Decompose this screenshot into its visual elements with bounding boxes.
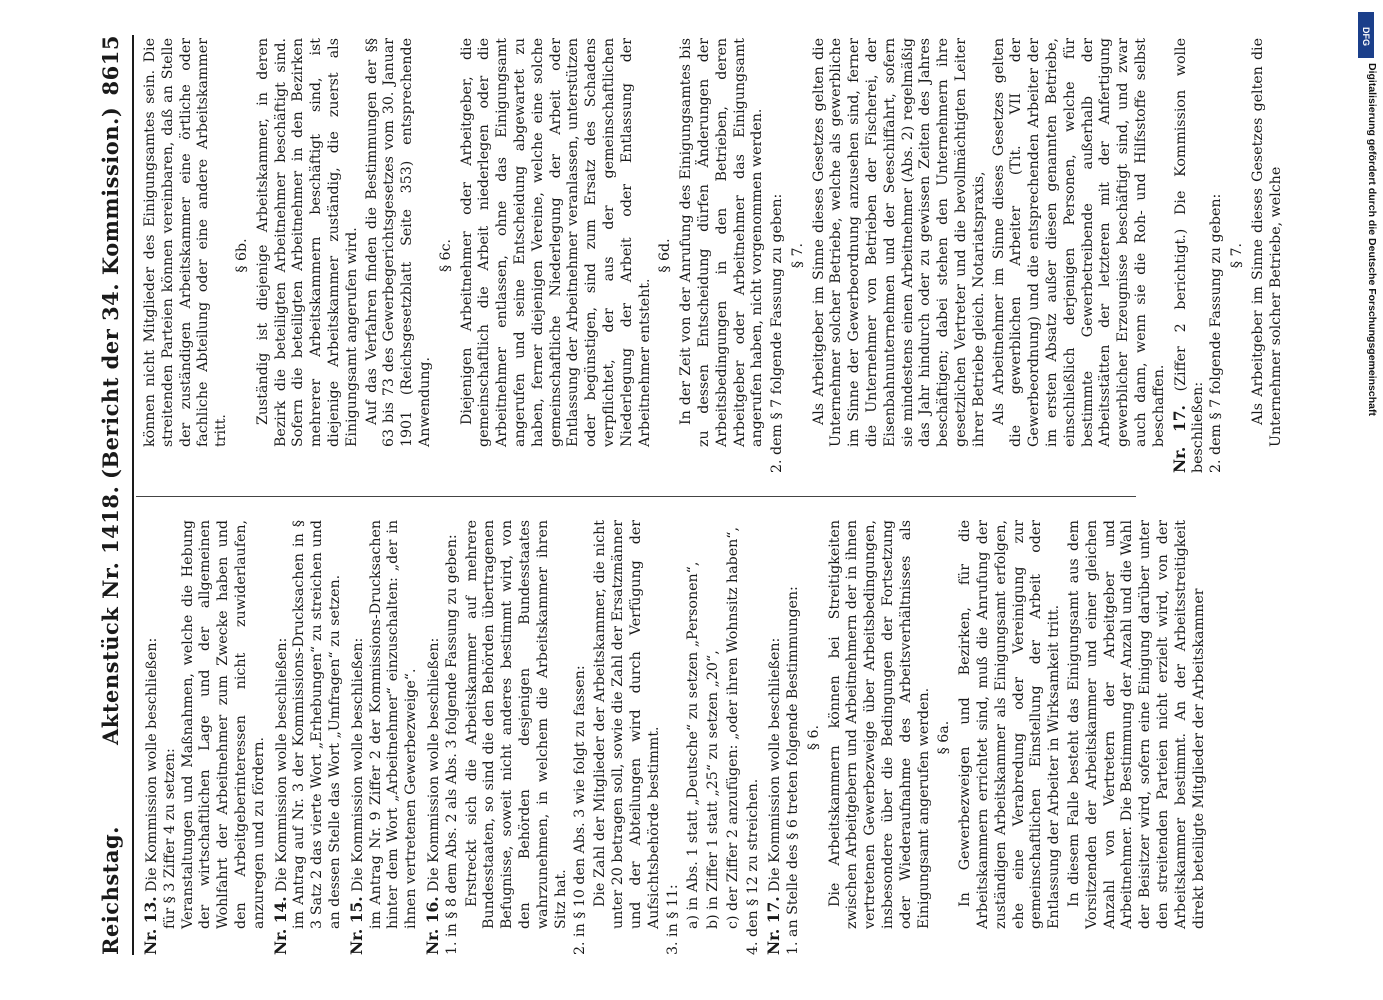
list-item: 1. in § 8 dem Abs. 2 als Abs. 3 folgende Fassung zu geben:: [443, 534, 460, 955]
section-text: Zuständig ist diejenige Arbeitskammer, in deren Bezirk die beteiligten Arbeitnehmer beschäftigt sind. Sofern die beteiligten Arbeitnehmer in den Bezirken mehrerer Arbeitskammern beschäftigt sind, ist diejenige Arbeitskammer zuständig, die zuerst als Einigungsamt angerufen wird.: [254, 38, 360, 447]
section-text: In der Zeit von der Anrufung des Einigungsamtes bis zu dessen Entscheidung dürfen Änderungen der Arbeitsbedingungen in den Betrieben, deren Arbeitgeber oder Arbeitnehmer das Einigungsamt angerufen haben, nicht vorgenommen werden.: [678, 38, 766, 447]
entry-intro: Die Kommission wolle beschließen:: [767, 637, 784, 892]
section-heading: § 6.: [805, 724, 822, 751]
section-heading: § 6b.: [233, 238, 250, 273]
entry-block: Erstreckt sich die Arbeitskammer auf mehrere Bundesstaaten, so sind die den Behörden übertragenen Befugnisse, soweit nicht anderes bestimmt wird, von den Behörden desjenigen Bundesstaates wahrzunehmen, in welchem die Arbeitskammer ihren Sitz hat.: [463, 520, 569, 929]
list-item: 2. in § 10 den Abs. 3 wie folgt zu fassen:: [572, 665, 589, 955]
entry-line: im Antrag auf Nr. 3 der Kommissions-Drucksachen in § 3 Satz 2 das vierte Wort „Erhebungen“ zu streichen und an dessen Stelle das Wort „Umfragen“ zu setzen.: [291, 520, 343, 929]
entry-number: Nr. 15.: [346, 896, 366, 955]
section-text: In diesem Falle besteht das Einigungsamt aus dem Vorsitzenden der Arbeitskammer und einer gleichen Anzahl von Vertretern der Arbeitgeber und Arbeitnehmer. Die Bestimmung der Anzahl und die Wahl der Beisitzer wird, sofern eine Einigung darüber unter den streitenden Parteien nicht erzielt wird, von der Arbeitskammer bestimmt. An der Arbeitsstreitigkeit direkt beteiligte Mitglieder der Arbeitskammer: [1066, 520, 1207, 929]
section-text: Als Arbeitgeber im Sinne dieses Gesetzes gelten die Unternehmer solcher Betriebe, welche: [1249, 38, 1284, 447]
sub-item: b) in Ziffer 1 statt „25“ zu setzen „20“,: [704, 650, 721, 929]
continued-text: können nicht Mitglieder des Einigungsamtes sein. Die streitenden Parteien können vereinbaren, daß an Stelle der zuständigen Arbeitskammer eine örtliche oder fachliche Abteilung oder eine andere Arbeitskammer tritt.: [142, 38, 230, 447]
section-heading: § 6a.: [936, 720, 953, 755]
list-item: 4. den § 12 zu streichen.: [744, 778, 761, 955]
entry-block: Veranstaltungen und Maßnahmen, welche die Hebung der wirtschaftlichen Lage und der allgemeinen Wohlfahrt der Arbeitnehmer zum Zwecke haben und den Arbeitgeberinteressen nicht zuwiderlaufen, anzuregen und zu fördern.: [179, 520, 267, 929]
header-bericht: (Bericht der 34. Kommission.): [98, 106, 123, 479]
digitization-stamp: [1356, 8, 1378, 993]
section-text: In Gewerbezweigen und Bezirken, für die Arbeitskammern errichtet sind, muß die Anrufung der zuständigen Arbeitskammer als Einigungsamt erfolgen, ehe eine Verabredung oder Vereinigung zur gemeinschaftlichen Einstellung der Arbeit oder Entlassung der Arbeiter in Wirksamkeit tritt.: [957, 520, 1063, 929]
list-item: 2. dem § 7 folgende Fassung zu geben:: [1208, 193, 1225, 473]
entry-nr16: [424, 520, 762, 955]
stamp-text: Digitalisierung gefördert durch die Deutsche Forschungsgemeinschaft: [1366, 63, 1378, 416]
entry-intro: Die Kommission wolle beschließen:: [425, 637, 442, 892]
entry-nr15: [348, 520, 421, 955]
entry-block: Die Zahl der Mitglieder der Arbeitskammer, die nicht unter 20 betragen soll, sowie die Zahl der Ersatzmänner und der Abteilungen wird durch Verfügung der Aufsichtsbehörde bestimmt.: [592, 520, 662, 929]
sub-item: c) der Ziffer 2 anzufügen: „oder ihren Wohnsitz haben“,: [724, 526, 741, 929]
entry-nr17-corrected: [1171, 38, 1286, 473]
entry-line: für § 3 Ziffer 4 zu setzen:: [161, 748, 178, 929]
section-text: Diejenigen Arbeitnehmer oder Arbeitgeber, die gemeinschaftlich die Arbeit niederlegen oder die Arbeitnehmer entlassen, ohne das Einigungsamt angerufen und seine Entscheidung abgewartet zu haben, ferner diejenigen Vereine, welche eine solche gemeinschaftliche Niederlegung der Arbeit oder Entlassung der Arbeitnehmer veranlassen, unterstützen oder begünstigen, sind zum Ersatz des Schadens verpflichtet, der aus der gemeinschaftlichen Niederlegung der Arbeit oder Entlassung der Arbeitnehmer entsteht.: [458, 38, 653, 447]
entry-intro: Die Kommission wolle beschließen:: [273, 637, 290, 892]
entry-number: Nr. 13.: [141, 896, 160, 955]
entry-nr17: [765, 520, 1208, 955]
right-column: [142, 38, 1284, 473]
entry-number: Nr. 14.: [270, 896, 290, 955]
entry-intro: Die Kommission wolle beschließen:: [349, 637, 366, 892]
rotated-document-page: [70, 0, 1284, 1000]
dfg-logo-text: DFG: [1361, 27, 1371, 46]
entry-line: im Antrag Nr. 9 Ziffer 2 der Kommissions-Drucksachen hinter dem Wort „Arbeitnehmer“ einzuschalten: „der in ihnen vertretenen Gewerbezweige“.: [367, 520, 420, 929]
dfg-logo-icon: [1358, 12, 1374, 58]
entry-nr14: [272, 520, 345, 955]
list-item: 1. an Stelle des § 6 treten folgende Bestimmungen:: [785, 586, 802, 955]
header-reichstag: Reichstag.: [98, 826, 123, 955]
section-heading: § 7.: [789, 242, 806, 269]
sub-item: a) in Abs. 1 statt „Deutsche“ zu setzen „Personen“,: [685, 561, 702, 929]
section-text: Als Arbeitgeber im Sinne dieses Gesetzes gelten die Unternehmer solcher Betriebe, welche als gewerbliche im Sinne der Gewerbeordnung anzusehen sind, ferner die Unternehmer von Betrieben der Fischerei, der Eisenbahnunternehmen und der Seeschiffahrt, sofern sie mindestens einen Arbeitnehmer (Abs. 2) regelmäßig das Jahr hindurch oder zu gewissen Zeiten des Jahres beschäftigen; dabei stehen den Unternehmern ihre gesetzlichen Vertreter und die bevollmächtigten Leiter ihrer Betriebe gleich. Notariatspraxis,: [810, 38, 987, 447]
list-item: 2. dem § 7 folgende Fassung zu geben:: [769, 193, 786, 473]
section-heading: § 6d.: [657, 238, 674, 273]
header-aktenstueck: Aktenstück Nr. 1418.: [98, 485, 123, 745]
section-text: Als Arbeitnehmer im Sinne dieses Gesetzes gelten die gewerblichen Arbeiter (Tit. VII der Gewerbeordnung) und die entsprechenden Arbeiter der im ersten Absatz außer diesen genannten Betriebe, einschließlich derjenigen Personen, welche für bestimmte Gewerbetreibende außerhalb der Arbeitsstätten der letzteren mit der Anfertigung gewerblicher Erzeugnisse beschäftigt sind, und zwar auch dann, wenn sie die Roh- und Hilfsstoffe selbst beschaffen.: [990, 38, 1167, 447]
entry-number: Nr. 17.: [764, 896, 784, 955]
entry-nr13: [142, 520, 269, 955]
entry-intro: (Ziffer 2 berichtigt.) Die Kommission wolle beschließen:: [1172, 38, 1207, 473]
page-content: [84, 35, 1284, 955]
entry-number: Nr. 16.: [422, 896, 442, 955]
entry-intro: Die Kommission wolle beschließen:: [144, 637, 160, 892]
list-item: 3. in § 11:: [665, 884, 682, 955]
left-column: [141, 520, 1207, 955]
section-text: Auf das Verfahren finden die Bestimmungen der §§ 63 bis 73 des Gewerbegerichtsgesetzes vom 30. Januar 1901 (Reichsgesetzblatt Seite 353) entsprechende Anwendung.: [363, 38, 433, 447]
section-heading: § 6c.: [437, 238, 454, 273]
header-page-number: 8615: [98, 35, 123, 96]
page-header: [84, 35, 134, 955]
entry-number: Nr. 17.: [1169, 405, 1189, 473]
section-heading: § 7.: [1229, 242, 1246, 269]
column-divider: [136, 496, 1136, 497]
section-text: Die Arbeitskammern können bei Streitigkeiten zwischen Arbeitgebern und Arbeitnehmern der in ihnen vertretenen Gewerbezweige über Arbeitsbedingungen, insbesondere über die Bedingungen der Fortsetzung oder Wiederaufnahme des Arbeitsverhältnisses als Einigungsamt angerufen werden.: [826, 520, 932, 929]
